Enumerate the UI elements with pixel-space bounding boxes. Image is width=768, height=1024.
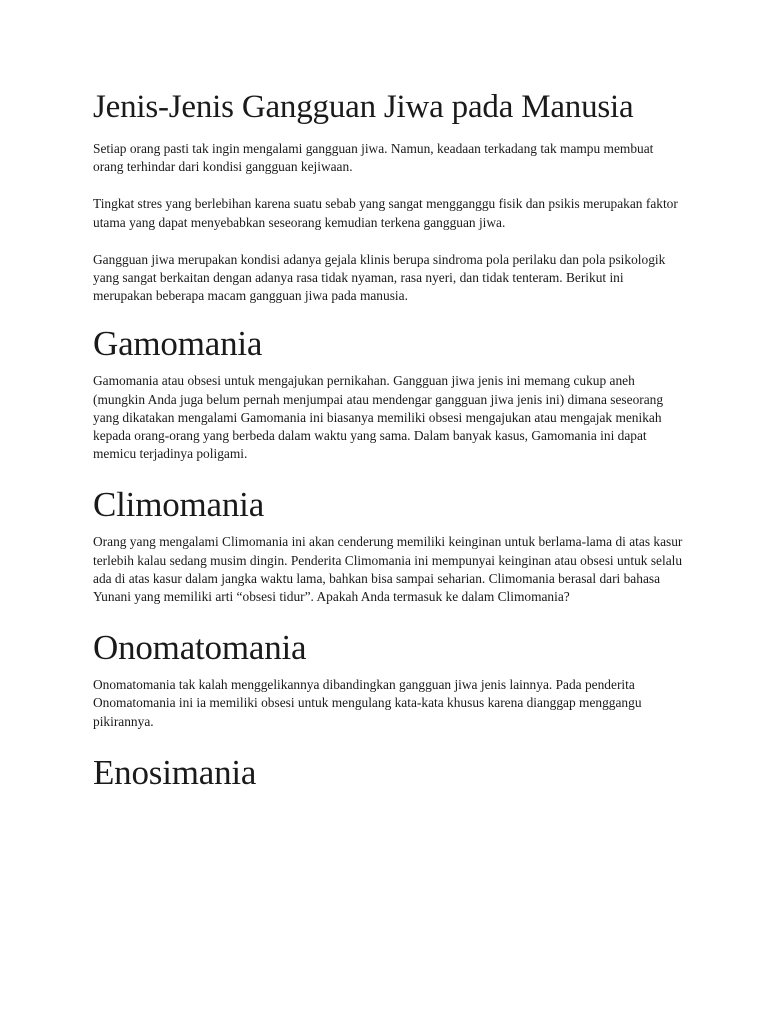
intro-paragraph-1: Setiap orang pasti tak ingin mengalami gangguan jiwa. Namun, keadaan terkadang tak mampu membuat orang terhindar dari kondisi gangguan kejiwaan.	[93, 141, 654, 175]
section-text-gamomania: Gamomania atau obsesi untuk mengajukan pernikahan. Gangguan jiwa jenis ini memang cukup aneh (mungkin Anda juga belum pernah menjumpai atau mendengar gangguan jiwa jenis ini) dimana seseorang yang dikatakan mengalami Gamomania ini biasanya memiliki obsesi mengajukan atau mengajak menikah kepada orang-orang yang berbeda dalam waktu yang sama. Dalam banyak kasus, Gamomania ini dapat memicu terjadinya poligami.	[93, 373, 664, 462]
intro-paragraph-2: Tingkat stres yang berlebihan karena suatu sebab yang sangat mengganggu fisik dan psikis merupakan faktor utama yang dapat menyebabkan seseorang kemudian terkena gangguan jiwa.	[93, 196, 678, 230]
document-title: Jenis-Jenis Gangguan Jiwa pada Manusia	[93, 89, 634, 125]
intro-paragraph-3: Gangguan jiwa merupakan kondisi adanya gejala klinis berupa sindroma pola perilaku dan pola psikologik yang sangat berkaitan dengan adanya rasa tidak nyaman, rasa nyeri, dan tidak tenteram. Berikut ini merupakan beberapa macam gangguan jiwa pada manusia.	[93, 251, 666, 304]
document-page	[93, 88, 683, 801]
section-text-onomatomania: Onomatomania tak kalah menggelikannya dibandingkan gangguan jiwa jenis lainnya. Pada penderita Onomatomania ini ia memiliki obsesi untuk mengulang kata-kata khusus karena dianggap menggangu pikirannya.	[93, 677, 642, 729]
section-heading-onomatomania: Onomatomania	[93, 628, 307, 668]
section-heading-enosimania: Enosimania	[93, 752, 257, 792]
section-text-climomania: Orang yang mengalami Climomania ini akan cenderung memiliki keinginan untuk berlama-lama di atas kasur terlebih kalau sedang musim dingin. Penderita Climomania ini mempunyai keinginan atau obsesi untuk selalu ada di atas kasur dalam jangka waktu lama, bahkan bisa sampai seharian. Climomania berasal dari bahasa Yunani yang memiliki arti “obsesi tidur”. Apakah Anda termasuk ke dalam Climomania?	[93, 534, 683, 605]
section-heading-gamomania: Gamomania	[93, 324, 263, 364]
section-heading-climomania: Climomania	[93, 485, 265, 525]
